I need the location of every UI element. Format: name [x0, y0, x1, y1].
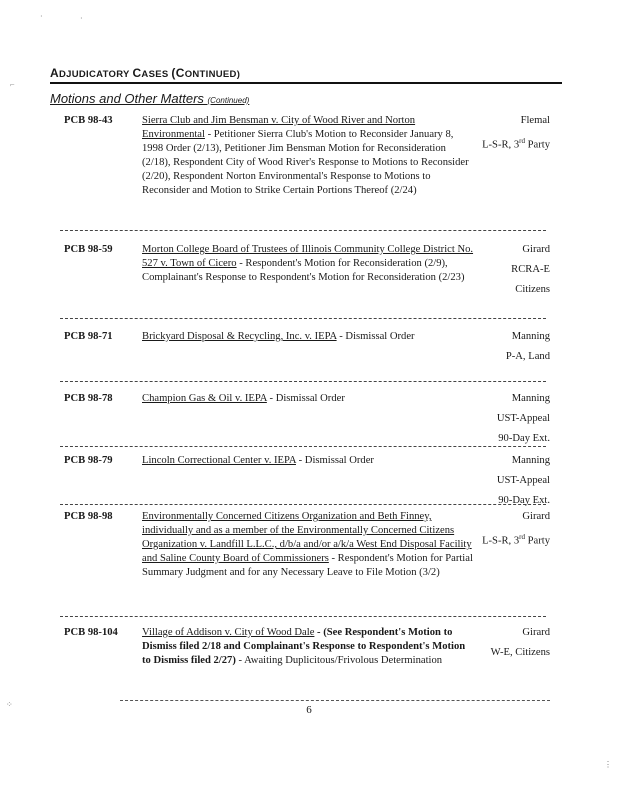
- scan-speck: ·: [40, 12, 43, 21]
- case-number: PCB 98-104: [64, 627, 118, 638]
- case-title: Environmentally Concerned Citizens Organization and Beth Finney, individually and as a member of the Environmentally Concerned Citizens Organization v. Landfill L.L.C., d/b/a and/or a/k/a West End Disposal Facility and Saline County Board of Commissioners: [142, 511, 472, 564]
- case-board-member: Manning: [511, 455, 550, 466]
- case-board-member: Flemal: [520, 115, 550, 126]
- header-part: ASES: [141, 69, 172, 80]
- case-type: UST-Appeal: [496, 475, 550, 486]
- case-type: W-E, Citizens: [490, 647, 550, 658]
- case-description: [142, 454, 474, 468]
- case-description: [142, 243, 474, 285]
- case-board-member: Girard: [522, 244, 550, 255]
- case-number: PCB 98-78: [64, 393, 113, 404]
- separator: [60, 318, 546, 319]
- case-type: P-A, Land: [505, 351, 550, 362]
- case-body: - Dismissal Order: [295, 455, 374, 466]
- case-number: PCB 98-71: [64, 331, 113, 342]
- case-type: L-S-R, 3rd Party: [482, 533, 550, 547]
- section-header: [50, 66, 558, 80]
- scan-speck: ⋮: [604, 760, 612, 769]
- header-part: C: [132, 66, 142, 80]
- case-body: - Respondent's Motion for Reconsideration (2/9), Complainant's Response to Respondent's Motion for Reconsideration (2/23): [142, 258, 465, 283]
- case-title: Brickyard Disposal & Recycling, Inc. v. IEPA: [142, 331, 337, 342]
- header-part: ONTINUED): [184, 69, 241, 80]
- case-type: UST-Appeal: [496, 413, 550, 424]
- header-part: DJUDICATORY: [58, 69, 133, 80]
- case-title: Morton College Board of Trustees of Illinois Community College District No. 527 v. Town of Cicero: [142, 244, 474, 269]
- case-meta: [464, 330, 550, 370]
- case-meta: [464, 114, 550, 159]
- scan-speck: ⁘: [6, 700, 13, 709]
- separator: [60, 504, 546, 505]
- separator: [60, 446, 546, 447]
- case-type: RCRA-E: [511, 264, 550, 275]
- separator: [60, 616, 546, 617]
- case-type: 90-Day Ext.: [498, 433, 550, 444]
- case-number: PCB 98-59: [64, 244, 113, 255]
- case-description: [142, 510, 474, 580]
- separator: [60, 230, 546, 231]
- case-description: [142, 626, 474, 668]
- case-body: - Awaiting Duplicitous/Frivolous Determination: [235, 655, 443, 666]
- scan-speck: ·: [80, 14, 83, 23]
- case-body: - Dismissal Order: [336, 331, 415, 342]
- case-title: Village of Addison v. City of Wood Dale: [142, 627, 315, 638]
- case-body: - Respondent's Motion for Partial Summary Judgment and for any Necessary Leave to File Motion (3/2): [142, 553, 473, 578]
- case-meta: [464, 243, 550, 303]
- case-description: [142, 114, 474, 198]
- footer-rule: [120, 700, 550, 701]
- case-title: Champion Gas & Oil v. IEPA: [142, 393, 267, 404]
- header-part: (C: [171, 66, 185, 80]
- case-description: [142, 330, 474, 344]
- header-part: A: [50, 66, 59, 80]
- scan-speck: ⌐: [10, 80, 15, 89]
- case-title: Lincoln Correctional Center v. IEPA: [142, 455, 296, 466]
- case-type: Citizens: [515, 284, 550, 295]
- case-board-member: Girard: [522, 627, 550, 638]
- case-number: PCB 98-43: [64, 115, 113, 126]
- case-body: - Dismissal Order: [266, 393, 345, 404]
- case-meta: [464, 626, 550, 666]
- case-meta: [464, 392, 550, 452]
- case-type: L-S-R, 3rd Party: [482, 137, 550, 151]
- header-rule: [50, 82, 562, 84]
- case-board-member: Manning: [511, 393, 550, 404]
- subheading-continued: (Continued): [207, 96, 250, 105]
- case-title: Sierra Club and Jim Bensman v. City of Wood River and Norton Environmental: [142, 115, 416, 140]
- subheading: [50, 91, 249, 106]
- case-board-member: Girard: [522, 511, 550, 522]
- case-number: PCB 98-98: [64, 511, 113, 522]
- subheading-text: Motions and Other Matters: [50, 91, 208, 106]
- case-meta: [464, 510, 550, 555]
- case-number: PCB 98-79: [64, 455, 113, 466]
- case-type: 90-Day Ext.: [498, 495, 550, 506]
- page-number: 6: [306, 704, 312, 716]
- case-bold-note: - (See Respondent's Motion to Dismiss filed 2/18 and Complainant's Response to Respondent's Motion to Dismiss filed 2/27): [142, 627, 466, 666]
- separator: [60, 381, 546, 382]
- case-meta: [464, 454, 550, 514]
- case-body: - Petitioner Sierra Club's Motion to Reconsider January 8, 1998 Order (2/13), Petitioner Jim Bensman Motion for Reconsideration (2/18), Respondent City of Wood River's Response to Motions to Reconsider (2/20), Respondent Norton Environmental's Response to Motions to Reconsider and Motion to Strike Certain Portions Thereof (2/24): [142, 129, 469, 196]
- case-board-member: Manning: [511, 331, 550, 342]
- case-description: [142, 392, 474, 406]
